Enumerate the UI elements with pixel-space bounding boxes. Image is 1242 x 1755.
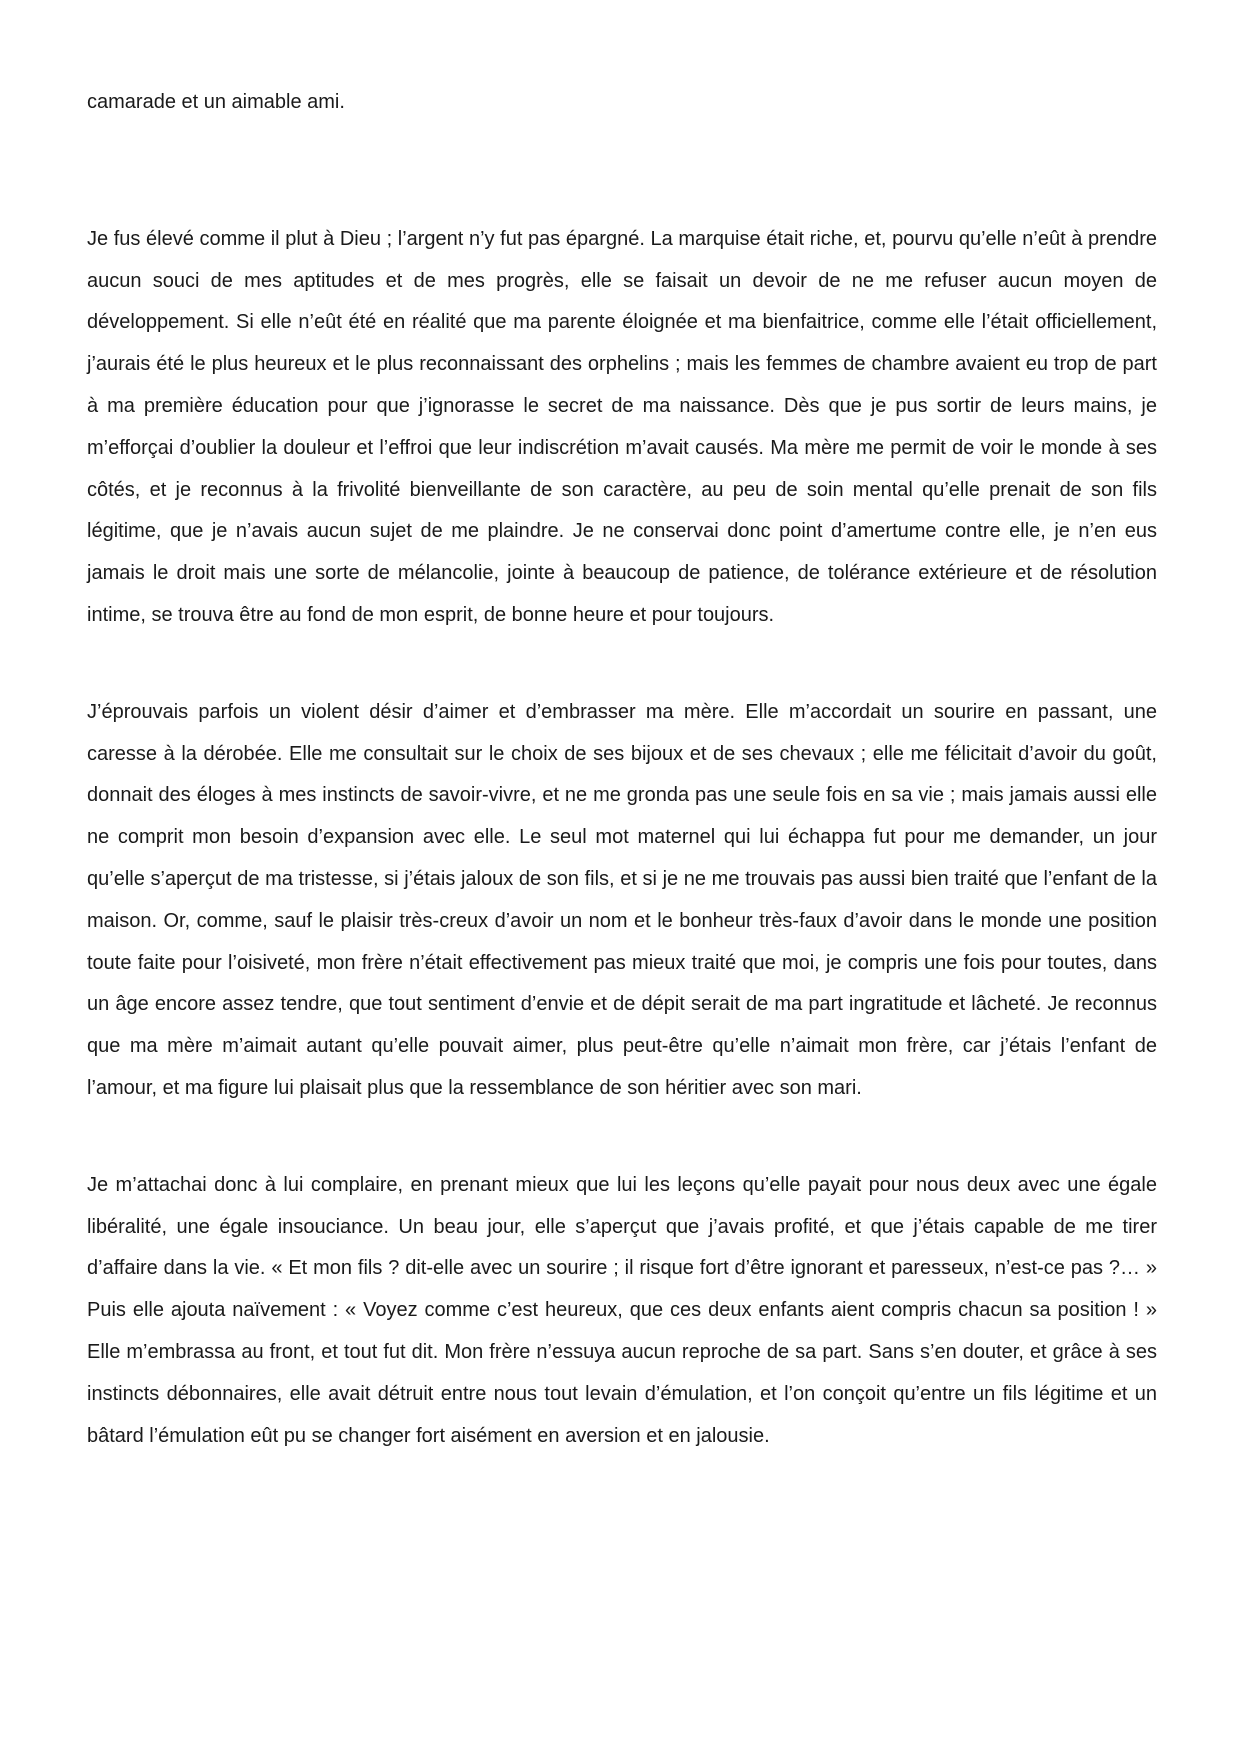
paragraph-2: Je fus élevé comme il plut à Dieu ; l’argent n’y fut pas épargné. La marquise était riche, et, pourvu qu’elle n’eût à prendre aucun souci de mes aptitudes et de mes progrès, elle se faisait un devoir de ne me refuser aucun moyen de développement. Si elle n’eût été en réalité que ma parente éloignée et ma bienfaitrice, comme elle l’était officiellement, j’aurais été le plus heureux et le plus reconnaissant des orphelins ; mais les femmes de chambre avaient eu trop de part à ma première éducation pour que j’ignorasse le secret de ma naissance. Dès que je pus sortir de leurs mains, je m’efforçai d’oublier la douleur et l’effroi que leur indiscrétion m’avait causés. Ma mère me permit de voir le monde à ses côtés, et je reconnus à la frivolité bienveillante de son caractère, au peu de soin mental qu’elle prenait de son fils légitime, que je n’avais aucun sujet de me plaindre. Je ne conservai donc point d’amertume contre elle, je n’en eus jamais le droit mais une sorte de mélancolie, jointe à beaucoup de patience, de tolérance extérieure et de résolution intime, se trouva être au fond de mon esprit, de bonne heure et pour toujours. <box>87 227 1157 626</box>
document-page <box>87 82 1157 1457</box>
paragraph-3: J’éprouvais parfois un violent désir d’aimer et d’embrasser ma mère. Elle m’accordait un sourire en passant, une caresse à la dérobée. Elle me consultait sur le choix de ses bijoux et de ses chevaux ; elle me félicitait d’avoir du goût, donnait des éloges à mes instincts de savoir-vivre, et ne me gronda pas une seule fois en sa vie ; mais jamais aussi elle ne comprit mon besoin d’expansion avec elle. Le seul mot maternel qui lui échappa fut pour me demander, un jour qu’elle s’aperçut de ma tristesse, si j’étais jaloux de son fils, et si je ne me trouvais pas aussi bien traité que l’enfant de la maison. Or, comme, sauf le plaisir très-creux d’avoir un nom et le bonheur très-faux d’avoir dans le monde une position toute faite pour l’oisiveté, mon frère n’était effectivement pas mieux traité que moi, je compris une fois pour toutes, dans un âge encore assez tendre, que tout sentiment d’envie et de dépit serait de ma part ingratitude et lâcheté. Je reconnus que ma mère m’aimait autant qu’elle pouvait aimer, plus peut-être qu’elle n’aimait mon frère, car j’étais l’enfant de l’amour, et ma figure lui plaisait plus que la ressemblance de son héritier avec son mari. <box>87 700 1157 1099</box>
paragraph-4: Je m’attachai donc à lui complaire, en prenant mieux que lui les leçons qu’elle payait pour nous deux avec une égale libéralité, une égale insouciance. Un beau jour, elle s’aperçut que j’avais profité, et que j’étais capable de me tirer d’affaire dans la vie. « Et mon fils ? dit-elle avec un sourire ; il risque fort d’être ignorant et paresseux, n’est-ce pas ?… » Puis elle ajouta naïvement : « Voyez comme c’est heureux, que ces deux enfants aient compris chacun sa position ! » Elle m’embrassa au front, et tout fut dit. Mon frère n’essuya aucun reproche de sa part. Sans s’en douter, et grâce à ses instincts débonnaires, elle avait détruit entre nous tout levain d’émulation, et l’on conçoit qu’entre un fils légitime et un bâtard l’émulation eût pu se changer fort aisément en aversion et en jalousie. <box>87 1173 1157 1447</box>
paragraph-1: camarade et un aimable ami. <box>87 91 345 113</box>
